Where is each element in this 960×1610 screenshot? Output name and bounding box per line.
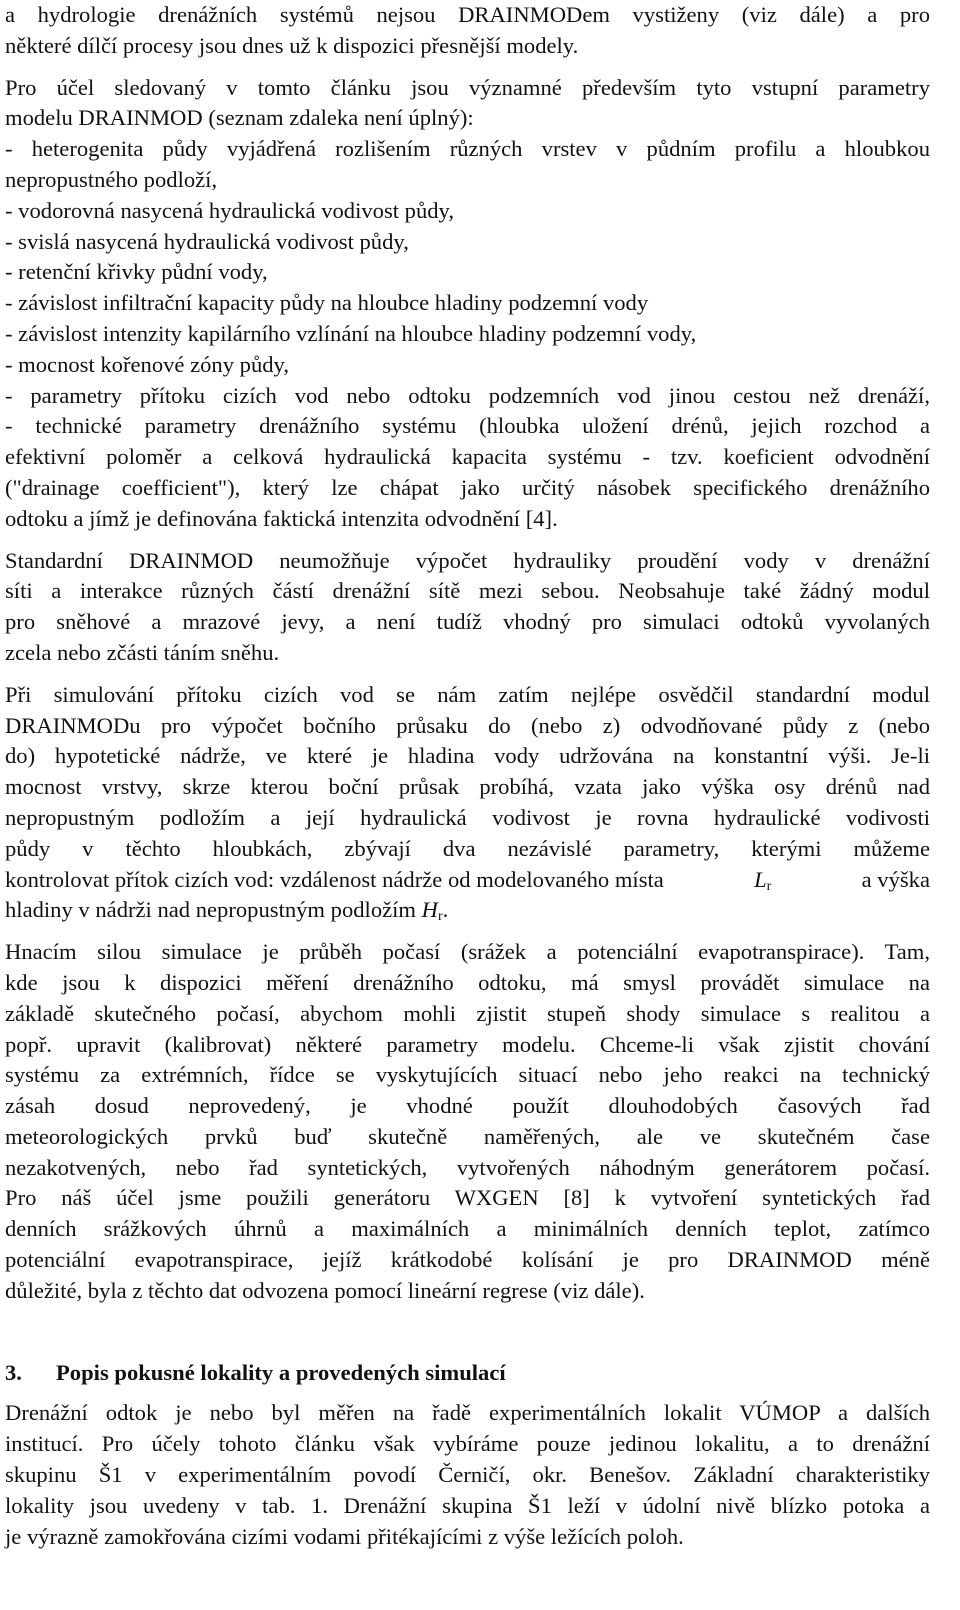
text-line: institucí. Pro účely tohoto článku však vybíráme pouze jedinou lokalitu, a to drenážní bbox=[5, 1431, 930, 1457]
text-fragment: a výška bbox=[861, 866, 930, 892]
text-line: - mocnost kořenové zóny půdy, bbox=[5, 351, 290, 377]
text-line: Standardní DRAINMOD neumožňuje výpočet hydrauliky proudění vody v drenážní bbox=[5, 547, 930, 573]
text-line-with-symbol bbox=[5, 865, 930, 896]
text-line: základě skutečného počasí, abychom mohli zjistit stupeň shody simulace s realitou a bbox=[5, 1000, 930, 1026]
paragraph-gap bbox=[5, 535, 930, 546]
text-line: potenciální evapotranspirace, jejíž krátkodobé kolísání je pro DRAINMOD méně bbox=[5, 1247, 930, 1273]
section-heading bbox=[5, 1358, 930, 1389]
text-line: síti a interakce různých částí drenážní sítě mezi sebou. Neobsahuje také žádný modul bbox=[5, 578, 930, 604]
text-line: nepropustným podložím a její hydraulická vodivost je rovna hydraulické vodivosti bbox=[5, 804, 930, 830]
text-line: meteorologických prvků buď skutečně naměřených, ale ve skutečném čase bbox=[5, 1123, 930, 1149]
paragraph-gap bbox=[5, 62, 930, 73]
text-line: denních srážkových úhrnů a maximálních a minimálních denních teplot, zatímco bbox=[5, 1216, 930, 1242]
text-line: - retenční křivky půdní vody, bbox=[5, 259, 268, 285]
text-line: ("drainage coefficient"), který lze chápat jako určitý násobek specifického drenážního bbox=[5, 474, 930, 500]
text-fragment: kontrolovat přítok cizích vod: vzdálenost nádrže od modelovaného místa bbox=[5, 866, 664, 892]
text-line: skupinu Š1 v experimentálním povodí Černičí, okr. Benešov. Základní charakteristiky bbox=[5, 1462, 930, 1488]
text-line: - závislost intenzity kapilárního vzlínání na hloubce hladiny podzemní vody, bbox=[5, 320, 697, 346]
text-line: - vodorovná nasycená hydraulická vodivost půdy, bbox=[5, 197, 455, 223]
text-line: Pro účel sledovaný v tomto článku jsou významné především tyto vstupní parametry bbox=[5, 74, 930, 100]
text-line: mocnost vrstvy, skrze kterou boční průsak probíhá, vzata jako výška osy drénů nad bbox=[5, 774, 930, 800]
section-title: Popis pokusné lokality a provedených simulací bbox=[56, 1359, 506, 1385]
text-line: a hydrologie drenážních systémů nejsou DRAINMODem vystiženy (viz dále) a pro bbox=[5, 2, 930, 27]
text-line: - technické parametry drenážního systému (hloubka uložení drénů, jejich rozchod a bbox=[5, 413, 930, 439]
text-line: modelu DRAINMOD (seznam zdaleka není úplný): bbox=[5, 105, 474, 131]
text-line: odtoku a jímž je definována faktická intenzita odvodnění [4]. bbox=[5, 505, 558, 531]
text-line: zcela nebo zčásti táním sněhu. bbox=[5, 639, 280, 665]
document-page bbox=[5, 0, 930, 1552]
text-line: nepropustného podloží, bbox=[5, 166, 218, 192]
paragraph-gap bbox=[5, 669, 930, 680]
text-line: je výrazně zamokřována cizími vodami přitékajícími z výše ležících poloh. bbox=[5, 1523, 684, 1549]
section-number: 3. bbox=[5, 1359, 22, 1385]
text-line: systému za extrémních, řídce se vyskytujících situací nebo jeho reakci na technický bbox=[5, 1062, 930, 1088]
symbol-L-r: $L_r$ bbox=[754, 866, 772, 894]
text-line: některé dílčí procesy jsou dnes už k dispozici přesnější modely. bbox=[5, 32, 579, 58]
paragraph-gap bbox=[5, 926, 930, 937]
text-line: popř. upravit (kalibrovat) některé parametry modelu. Chceme-li však zjistit chování bbox=[5, 1031, 930, 1057]
text-fragment: . bbox=[442, 897, 449, 923]
text-line: - závislost infiltrační kapacity půdy na hloubce hladiny podzemní vody bbox=[5, 290, 649, 316]
text-line: - parametry přítoku cizích vod nebo odtoku podzemních vod jinou cestou než drenáží, bbox=[5, 382, 930, 408]
text-line: Při simulování přítoku cizích vod se nám zatím nejlépe osvědčil standardní modul bbox=[5, 681, 930, 707]
text-line: do) hypotetické nádrže, ve které je hladina vody udržována na konstantní výši. Je-li bbox=[5, 743, 930, 769]
text-line: efektivní poloměr a celková hydraulická kapacita systému - tzv. koeficient odvodnění bbox=[5, 444, 930, 470]
text-line: Drenážní odtok je nebo byl měřen na řadě experimentálních lokalit VÚMOP a dalších bbox=[5, 1400, 930, 1426]
text-line: pro sněhové a mrazové jevy, a není tudíž vhodný pro simulaci odtoků vyvolaných bbox=[5, 609, 930, 635]
text-line: půdy v těchto hloubkách, zbývají dva nezávislé parametry, kterými můžeme bbox=[5, 835, 930, 861]
text-line: - heterogenita půdy vyjádřená rozlišením různých vrstev v půdním profilu a hloubkou bbox=[5, 136, 930, 162]
text-line-with-symbol bbox=[5, 895, 930, 926]
text-line: nezakotvených, nebo řad syntetických, vytvořených náhodným generátorem počasí. bbox=[5, 1154, 930, 1180]
text-line: kde jsou k dispozici měření drenážního odtoku, má smysl provádět simulace na bbox=[5, 969, 930, 995]
symbol-H: H bbox=[421, 897, 438, 923]
text-line: důležité, byla z těchto dat odvozena pomocí lineární regrese (viz dále). bbox=[5, 1277, 645, 1303]
section-gap bbox=[5, 1307, 930, 1358]
text-line: zásah dosud neprovedený, je vhodné použít dlouhodobých časových řad bbox=[5, 1093, 930, 1119]
text-line: Pro náš účel jsme použili generátoru WXGEN [8] k vytvoření syntetických řad bbox=[5, 1185, 930, 1211]
text-line: DRAINMODu pro výpočet bočního průsaku do (nebo z) odvodňované půdy z (nebo bbox=[5, 712, 930, 738]
text-line: Hnacím silou simulace je průběh počasí (srážek a potenciální evapotranspirace). Tam, bbox=[5, 939, 930, 965]
symbol-H-sub: r bbox=[438, 909, 443, 925]
text-line: lokality jsou uvedeny v tab. 1. Drenážní skupina Š1 leží v údolní nivě blízko potoka a bbox=[5, 1492, 930, 1518]
text-fragment: hladiny v nádrži nad nepropustným podložím bbox=[5, 897, 417, 923]
text-line: - svislá nasycená hydraulická vodivost půdy, bbox=[5, 228, 409, 254]
